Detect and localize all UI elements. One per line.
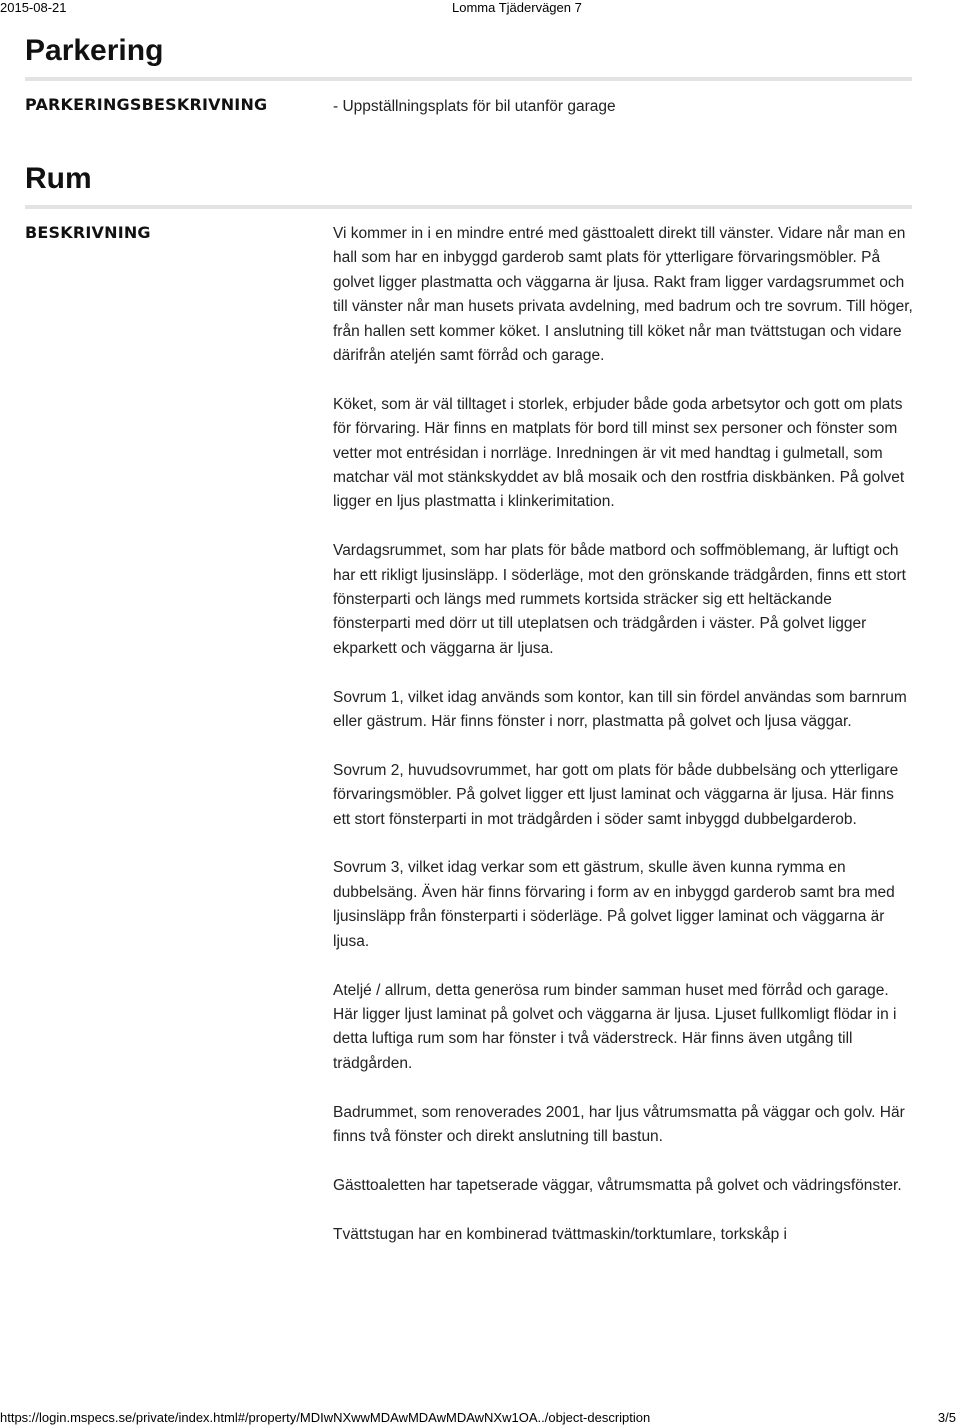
- paragraph-guest-toilet: Gästtoaletten har tapetserade väggar, våtrumsmatta på golvet och vädringsfönster.: [333, 1176, 902, 1194]
- section-title-rooms: Rum: [25, 162, 92, 195]
- parking-row: [25, 95, 912, 125]
- paragraph-entrance: Vi kommer in i en mindre entré med gästtoalett direkt till vänster. Vidare når man en hall som har en inbyggd garderob samt plats för ytterligare förvaringsmöbler. På golvet ligger plastmatta och väggarna är ljusa. Rakt fram ligger vardagsrummet och till vänster når man husets privata avdelning, med badrum och tre sovrum. Till höger, från hallen sett kommer köket. I anslutning till köket når man tvättstugan och vidare därifrån ateljén samt förråd och garage.: [333, 225, 913, 365]
- section-divider: [25, 205, 912, 209]
- page-number: 3/5: [937, 1410, 956, 1425]
- print-header: [0, 0, 960, 16]
- paragraph-living-room: Vardagsrummet, som har plats för både matbord och soffmöblemang, är luftigt och har ett rikligt ljusinsläpp. I söderläge, mot den grönskande trädgården, finns ett stort fönsterparti och längs med rummets kortsida sträcker sig ett heltäckande fönsterparti med dörr ut till uteplatsen och trädgården i väster. På golvet ligger ekparkett och väggarna är ljusa.: [333, 542, 906, 657]
- paragraph-laundry: Tvättstugan har en kombinerad tvättmaskin/torktumlare, torkskåp i: [333, 1225, 788, 1243]
- paragraph-bedroom-2: Sovrum 2, huvudsovrummet, har gott om plats för både dubbelsäng och ytterligare förvaringsmöbler. På golvet ligger ett ljust laminat och väggarna är ljusa. Här finns ett stort fönsterparti in mot trädgården i söder samt inbyggd dubbelgarderob.: [333, 761, 899, 828]
- print-date: 2015-08-21: [0, 0, 67, 15]
- rooms-label: BESKRIVNING: [25, 223, 151, 242]
- paragraph-kitchen: Köket, som är väl tilltaget i storlek, erbjuder både goda arbetsytor och gott om plats för förvaring. Här finns en matplats för bord till minst sex personer och fönster som vetter mot entrésidan i norrläge. Inredningen är vit med handtag i gulmetall, som matchar väl mot stänkskyddet av blå mosaik och den rostfria diskbänken. På golvet ligger en ljus plastmatta i klinkerimitation.: [333, 395, 905, 511]
- print-footer: [0, 1410, 960, 1426]
- rooms-description: [333, 222, 913, 1271]
- paragraph-studio: Ateljé / allrum, detta generösa rum binder samman huset med förråd och garage. Här ligger ljust laminat på golvet och väggarna är ljusa. Ljuset fullkomligt flödar in i detta luftiga rum som har fönster i två väderstreck. Här finns även utgång till trädgården.: [333, 981, 897, 1072]
- section-divider: [25, 77, 912, 81]
- parking-section: [25, 34, 912, 125]
- paragraph-bedroom-1: Sovrum 1, vilket idag används som kontor, kan till sin fördel användas som barnrum eller gästrum. Här finns fönster i norr, plastmatta på golvet och ljusa väggar.: [333, 688, 907, 731]
- parking-label: PARKERINGSBESKRIVNING: [25, 95, 268, 114]
- print-address: Lomma Tjädervägen 7: [452, 0, 582, 15]
- section-title-parking: Parkering: [25, 34, 164, 67]
- paragraph-bathroom: Badrummet, som renoverades 2001, har ljus våtrumsmatta på väggar och golv. Här finns två fönster och direkt anslutning till bastun.: [333, 1103, 905, 1145]
- page-url: https://login.mspecs.se/private/index.html#/property/MDIwNXwwMDAwMDAwMDAwNXw1OA../object-description: [0, 1410, 651, 1425]
- parking-value: - Uppställningsplats för bil utanför garage: [333, 98, 616, 115]
- rooms-section: [25, 162, 913, 1243]
- paragraph-bedroom-3: Sovrum 3, vilket idag verkar som ett gästrum, skulle även kunna rymma en dubbelsäng. Även här finns förvaring i form av en inbyggd garderob samt bra med ljusinsläpp från fönsterparti i söderläge. På golvet ligger laminat och väggarna är ljusa.: [333, 859, 895, 950]
